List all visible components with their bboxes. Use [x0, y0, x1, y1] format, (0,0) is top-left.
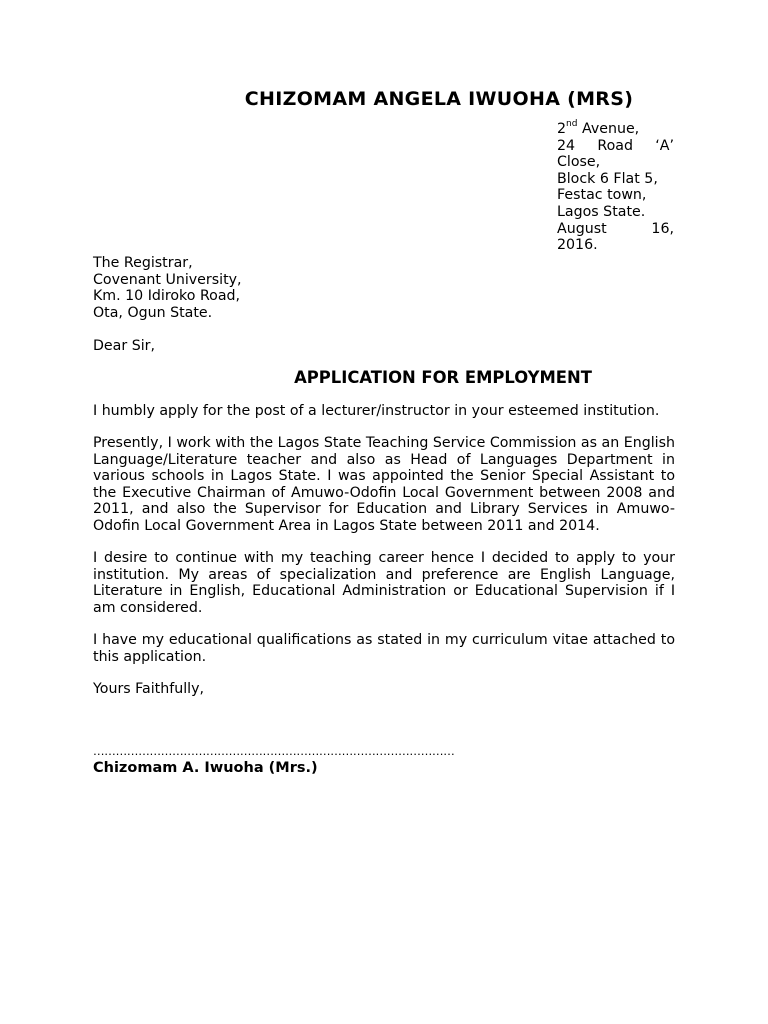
sender-address — [557, 121, 674, 254]
recipient-line-4: Ota, Ogun State. — [93, 304, 213, 321]
body-paragraph: I have my educational qualifications as stated in my curriculum vitae attached to this application. — [93, 632, 675, 665]
signature-line: …………………………………………………………………………………… — [93, 744, 455, 758]
body-paragraph: Presently, I work with the Lagos State Teaching Service Commission as an English Language/Literature teacher and also as Head of Languages Department in various schools in Lagos State. I was appointed the Senior Special Assistant to the Executive Chairman of Amuwo-Odofin Local Government between 2008 and 2011, and also the Supervisor for Education and Library Services in Amuwo-Odofin Local Government Area in Lagos State between 2011 and 2014. — [93, 435, 675, 534]
letter-date-line-1: August 16, — [557, 220, 674, 237]
address-line-6: Lagos State. — [557, 203, 646, 220]
sender-name-heading: CHIZOMAM ANGELA IWUOHA (MRS) — [244, 88, 634, 110]
recipient-line-3: Km. 10 Idiroko Road, — [93, 288, 241, 305]
address-line-3: Close, — [557, 154, 601, 171]
address-line-1-street: Avenue, — [577, 121, 640, 137]
letter-date-line-2: 2016. — [557, 237, 598, 254]
salutation: Dear Sir, — [93, 338, 155, 354]
address-line-1 — [557, 121, 674, 138]
address-line-4: Block 6 Flat 5, — [557, 170, 658, 187]
recipient-address — [93, 255, 393, 321]
signatory-name: Chizomam A. Iwuoha (Mrs.) — [93, 760, 318, 776]
body-paragraph: I desire to continue with my teaching career hence I decided to apply to your institution. My areas of specialization and preference are English Language, Literature in English, Educational Administration or Educational Supervision if I am considered. — [93, 550, 675, 616]
address-line-1-ordinal: nd — [566, 119, 578, 130]
address-line-2: 24 Road ‘A’ — [557, 137, 674, 154]
recipient-line-2: Covenant University, — [93, 271, 242, 288]
body-paragraph: I humbly apply for the post of a lecturer/instructor in your esteemed institution. — [93, 403, 660, 419]
address-line-5: Festac town, — [557, 187, 647, 204]
letter-subject: APPLICATION FOR EMPLOYMENT — [294, 368, 592, 387]
recipient-line-1: The Registrar, — [93, 255, 193, 271]
complimentary-close: Yours Faithfully, — [93, 681, 205, 697]
address-line-1-number: 2 — [557, 121, 567, 137]
